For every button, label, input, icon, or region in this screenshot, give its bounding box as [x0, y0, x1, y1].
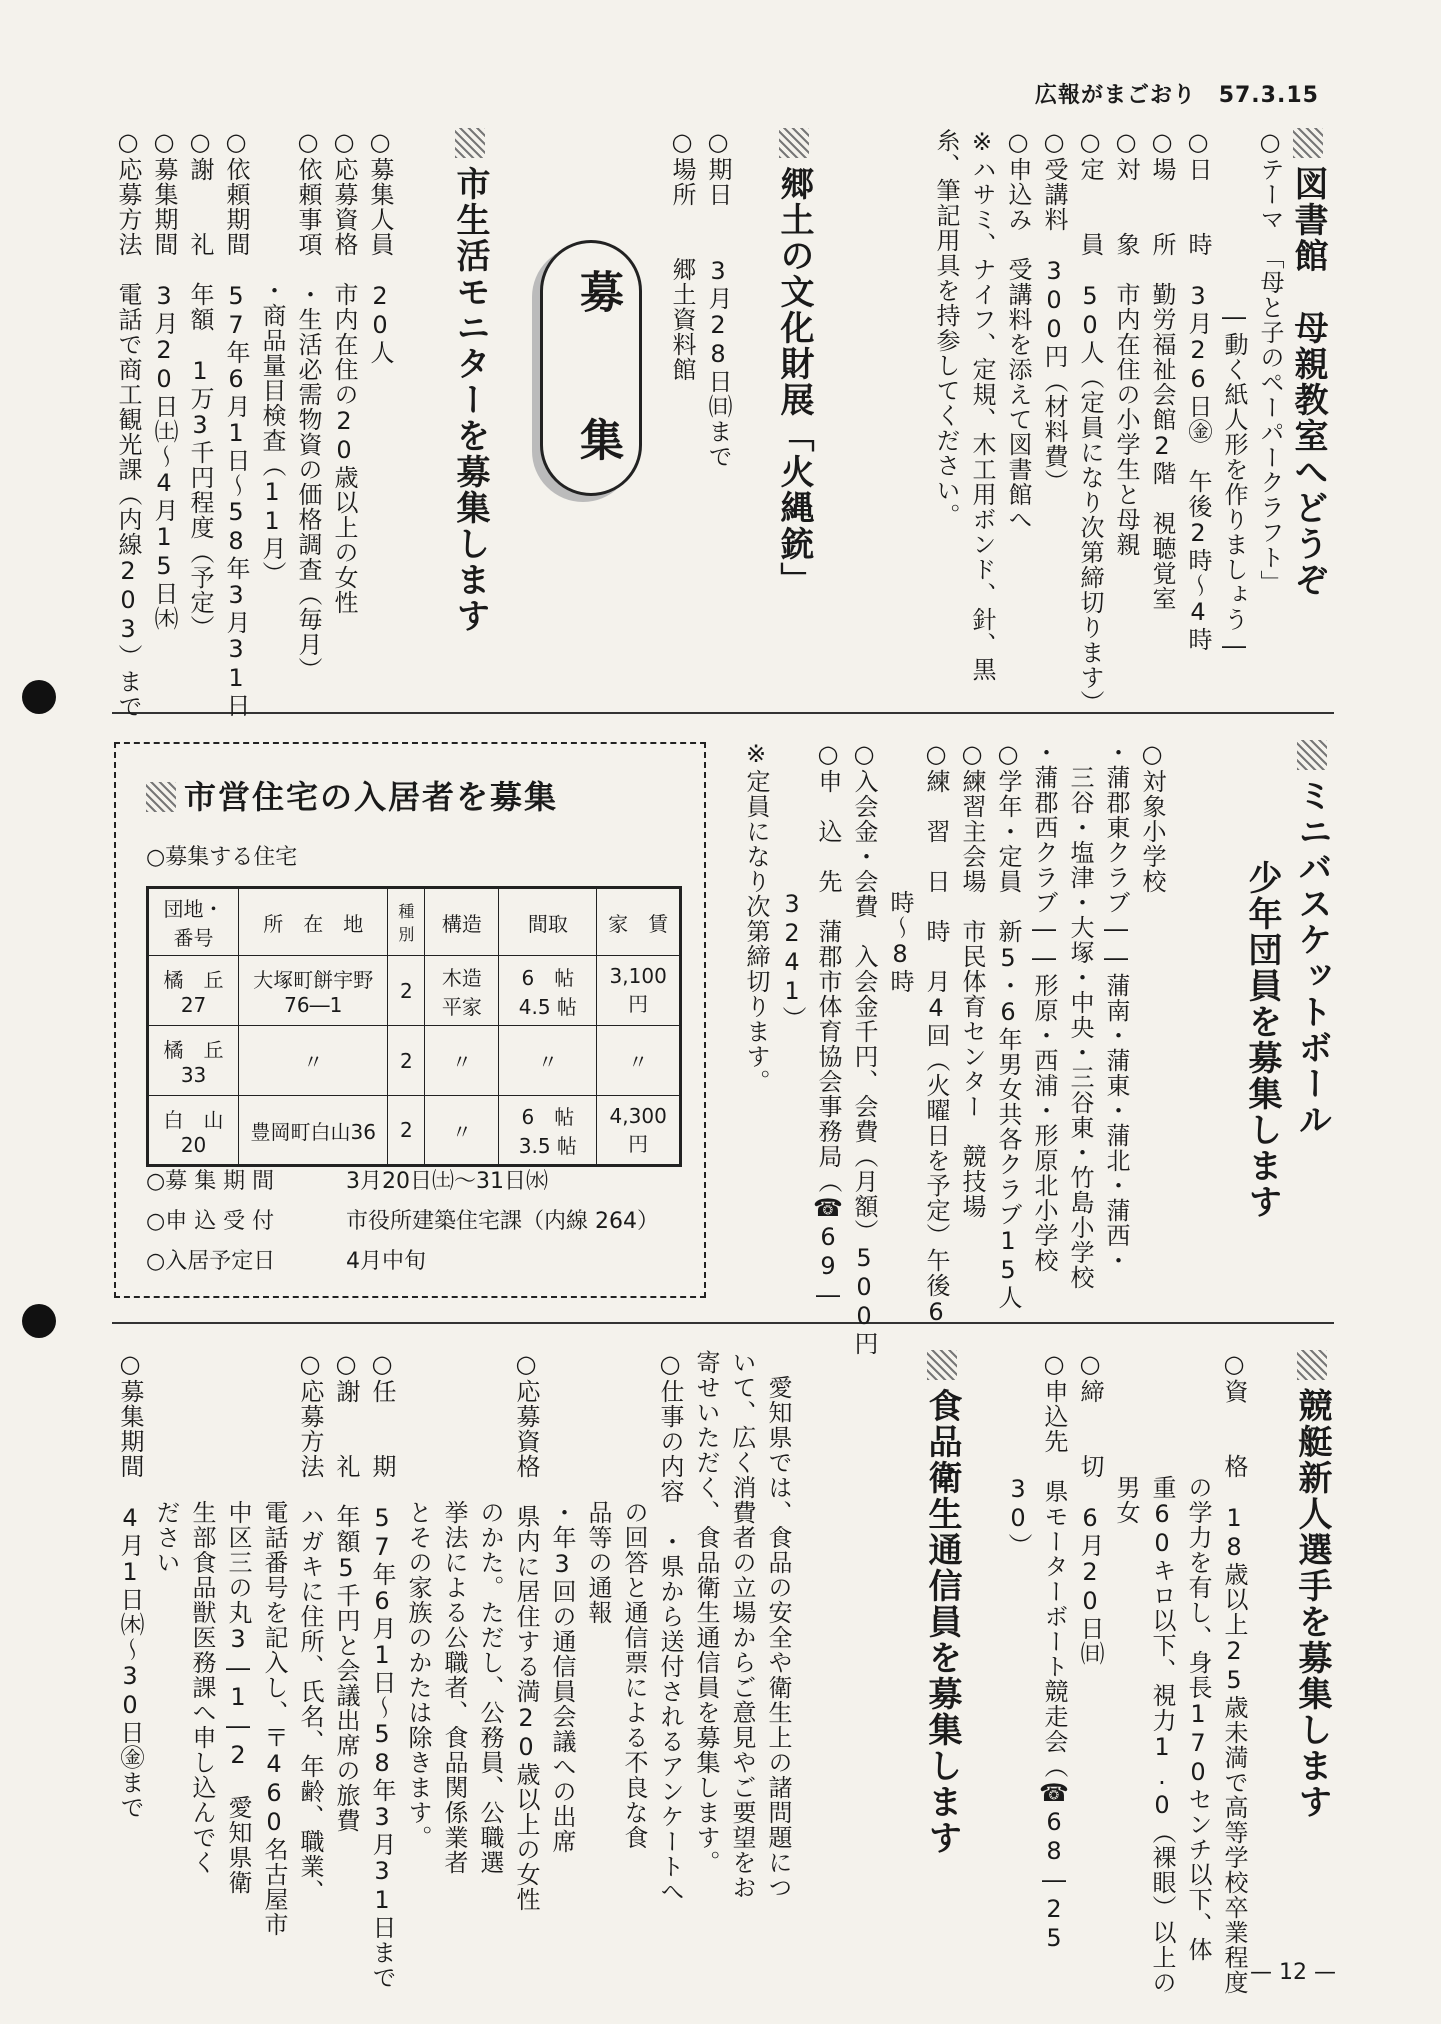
- basketball-line: ○入会金・会費 入会金千円、会費（月額）500円: [850, 740, 878, 1356]
- housing-info-value: 市役所建築住宅課（内線 264）: [346, 1209, 659, 1234]
- library-line: 糸、筆記用具を持参してください。: [932, 128, 960, 528]
- column-header: 家 賃: [597, 888, 681, 956]
- housing-info-row: [146, 1204, 659, 1235]
- table-header-row: [148, 888, 681, 956]
- table-cell: 大塚町餅宇野 76―1: [239, 956, 388, 1026]
- publication-header: [1035, 78, 1319, 109]
- housing-info-label: ○募 集 期 間: [146, 1169, 275, 1194]
- food-line: 生部食品獣医務課へ申し込んでく: [188, 1350, 216, 1875]
- monitor-line: ○依頼期間 57年6月1日～58年3月31日: [222, 128, 250, 718]
- cultural-body: [664, 128, 736, 469]
- food-line: 愛知県では、食品の安全や衛生上の諸問題につ: [764, 1350, 792, 1900]
- boat-line: 30）: [1004, 1350, 1032, 1558]
- column-header: 団地・番号: [148, 888, 239, 956]
- housing-info-value: 3月20日㈯～31日㈬: [346, 1169, 548, 1194]
- basketball-line: 三谷・塩津・大塚・中央・三谷東・竹島小学校: [1066, 740, 1094, 1290]
- food-body: [112, 1350, 796, 1990]
- food-line: ○応募方法 ハガキに住所、氏名、年齢、職業、: [296, 1350, 324, 1904]
- library-title: 図書館 母親教室へどうぞ: [1286, 128, 1330, 598]
- library-line: ○申込み 受講料を添えて図書館へ: [1004, 128, 1032, 532]
- boat-line: の学力を有し、身長170センチ以下、体: [1184, 1350, 1212, 1962]
- monitor-line: ○募集人員 20人: [366, 128, 394, 365]
- section-marker-icon: [1293, 128, 1323, 158]
- housing-info-row: [146, 1164, 548, 1195]
- basketball-body: [738, 740, 1170, 1356]
- table-cell: 〃: [425, 1096, 499, 1166]
- table-cell: 〃: [597, 1026, 681, 1096]
- food-line: ○募集期間 4月1日㈭～30日㊎まで: [116, 1350, 144, 1820]
- table-cell: 〃: [239, 1026, 388, 1096]
- section-marker-icon: [779, 128, 809, 158]
- food-line: ださい: [152, 1350, 180, 1575]
- section-marker-icon: [927, 1350, 957, 1380]
- food-title: 食品衛生通信員を募集します: [920, 1350, 964, 1856]
- housing-table: [146, 886, 682, 1167]
- food-line: ○任 期 57年6月1日～58年3月31日まで: [368, 1350, 396, 1990]
- library-line: ○対 象 市内在住の小学生と母親: [1112, 128, 1140, 557]
- monitor-body: [110, 128, 398, 719]
- monitor-line: ○応募方法 電話で商工観光課（内線203）まで: [114, 128, 142, 719]
- boat-title: 競艇新人選手を募集します: [1290, 1350, 1334, 1820]
- boshu-badge: [540, 240, 642, 496]
- boat-line: 男女: [1112, 1350, 1140, 1525]
- boat-line: 重60キロ以下、視力1.0（裸眼）以上の: [1148, 1350, 1176, 1995]
- table-cell: 2: [388, 956, 425, 1026]
- housing-info-label: ○申 込 受 付: [146, 1209, 275, 1234]
- table-cell: 4,300円: [597, 1096, 681, 1166]
- table-cell: 〃: [425, 1026, 499, 1096]
- boat-line: ○申込先 県モーターボート競走会（☎68―25: [1040, 1350, 1068, 1953]
- table-row: [148, 1096, 681, 1166]
- table-cell: 豊岡町白山36: [239, 1096, 388, 1166]
- basketball-title2: 少年団員を募集します: [1242, 860, 1282, 1220]
- cultural-title: 郷土の文化財展「火縄銃」: [772, 128, 816, 598]
- monitor-line: ○応募資格 市内在住の20歳以上の女性: [330, 128, 358, 615]
- basketball-line: 3241）: [778, 740, 806, 1031]
- monitor-line: ○募集期間 3月20日㈯～4月15日㈭: [150, 128, 178, 631]
- food-line: ・年3回の通信員会議への出席: [548, 1350, 576, 1854]
- food-line: 中区三の丸3―1―2 愛知県衛: [224, 1350, 252, 1895]
- table-row: [148, 956, 681, 1026]
- section-marker-icon: [1297, 1350, 1327, 1380]
- boat-line: ○締 切 6月20日㈰: [1076, 1350, 1104, 1666]
- basketball-line: ※定員になり次第締切ります。: [742, 740, 770, 1094]
- table-cell: 2: [388, 1096, 425, 1166]
- basketball-line: ○練習主会場 市民体育センター 競技場: [958, 740, 986, 1219]
- housing-info-row: [146, 1244, 426, 1275]
- housing-info-value: 4月中旬: [346, 1249, 426, 1274]
- library-line: ○定 員 50人（定員になり次第締切ります）: [1076, 128, 1104, 715]
- page-number: — 12 —: [1250, 1960, 1336, 1985]
- housing-info-label: ○入居予定日: [146, 1249, 276, 1274]
- cultural-line: ○期日 3月28日㈰まで: [704, 128, 732, 469]
- library-line: ○日 時 3月26日㊎ 午後2時～4時: [1184, 128, 1212, 652]
- table-cell: 6 帖 4.5 帖: [499, 956, 597, 1026]
- food-line: ○謝 礼 年額5千円と会議出席の旅費: [332, 1350, 360, 1833]
- table-cell: 3,100円: [597, 956, 681, 1026]
- basketball-line: ・蒲郡東クラブ――蒲南・蒲東・蒲北・蒲西・: [1102, 740, 1130, 1273]
- basketball-line: ○申 込 先 蒲郡市体育協会事務局（☎69―: [814, 740, 842, 1310]
- library-line: ※ハサミ、ナイフ、定規、木工用ボンド、針、黒: [968, 128, 996, 682]
- library-line: ○場 所 勤労福祉会館2階 視聴覚室: [1148, 128, 1176, 611]
- food-line: 寄せいただく、食品衛生通信員を募集します。: [692, 1350, 720, 1875]
- food-line: 品等の通報: [584, 1350, 612, 1625]
- monitor-line: ○謝 礼 年額 1万3千円程度（予定）: [186, 128, 214, 640]
- section-marker-icon: [455, 128, 485, 158]
- monitor-line: ○依頼事項 ・生活必需物資の価格調査（毎月）: [294, 128, 322, 682]
- food-line: 電話番号を記入し、〒460名古屋市: [260, 1350, 288, 1937]
- basketball-line: ・蒲郡西クラブ――形原・西浦・形原北小学校: [1030, 740, 1058, 1273]
- binder-hole: [22, 1304, 56, 1338]
- food-line: ○応募資格 県内に居住する満20歳以上の女性: [512, 1350, 540, 1912]
- housing-title: 市営住宅の入居者を募集: [146, 772, 558, 818]
- column-header: 構造: [425, 888, 499, 956]
- table-cell: 〃: [499, 1026, 597, 1096]
- table-cell: 橘 丘 33: [148, 1026, 239, 1096]
- section-marker-icon: [1297, 740, 1327, 770]
- table-cell: 2: [388, 1026, 425, 1096]
- table-cell: 木造 平家: [425, 956, 499, 1026]
- library-line: ○テーマ 「母と子のペーパークラフト」: [1256, 128, 1284, 595]
- table-cell: 橘 丘 27: [148, 956, 239, 1026]
- boshu-label: 募 集: [572, 269, 623, 491]
- column-header: 間取: [499, 888, 597, 956]
- monitor-title: 市生活モニターを募集します: [448, 128, 492, 634]
- monitor-line: ・商品量目検査（11月）: [258, 128, 286, 586]
- food-line: ○仕事の内容 ・県から送付されるアンケートへ: [656, 1350, 684, 1904]
- publication-name: 広報がまごおり: [1035, 83, 1197, 108]
- food-line: いて、広く消費者の立場からご意見やご要望をお: [728, 1350, 756, 1900]
- food-line: のかた。ただし、公務員、公職選: [476, 1350, 504, 1875]
- table-row: [148, 1026, 681, 1096]
- section-marker-icon: [146, 782, 176, 812]
- library-body: [928, 128, 1288, 715]
- basketball-line: ○対象小学校: [1138, 740, 1166, 894]
- basketball-line: ○練 習 日 時 月4回（火曜日を予定）午後6: [922, 740, 950, 1327]
- basketball-title: ミニバスケットボール: [1290, 740, 1334, 1138]
- basketball-line: 時～8時: [886, 740, 914, 994]
- table-cell: 白 山 20: [148, 1096, 239, 1166]
- boat-body: [1000, 1350, 1252, 1995]
- table-cell: 6 帖 3.5 帖: [499, 1096, 597, 1166]
- boat-line: ○資 格 18歳以上25歳未満で高等学校卒業程度: [1220, 1350, 1248, 1995]
- column-header: 種別: [388, 888, 425, 956]
- column-header: 所 在 地: [239, 888, 388, 956]
- publication-date: 57.3.15: [1218, 83, 1319, 108]
- food-line: とその家族のかたは除きます。: [404, 1350, 432, 1850]
- housing-subtitle: ○募集する住宅: [146, 845, 298, 870]
- library-line: ―動く紙人形を作りましょう―: [1220, 128, 1248, 661]
- cultural-line: ○場所 郷土資料館: [668, 128, 696, 382]
- housing-box: [114, 742, 706, 1298]
- food-line: の回答と通信票による不良な食: [620, 1350, 648, 1850]
- food-line: 挙法による公職者、食品関係業者: [440, 1350, 468, 1875]
- basketball-line: ○学年・定員 新5・6年男女共各クラブ15人: [994, 740, 1022, 1310]
- binder-hole: [22, 680, 56, 714]
- library-line: ○受講料 300円（材料費）: [1040, 128, 1068, 494]
